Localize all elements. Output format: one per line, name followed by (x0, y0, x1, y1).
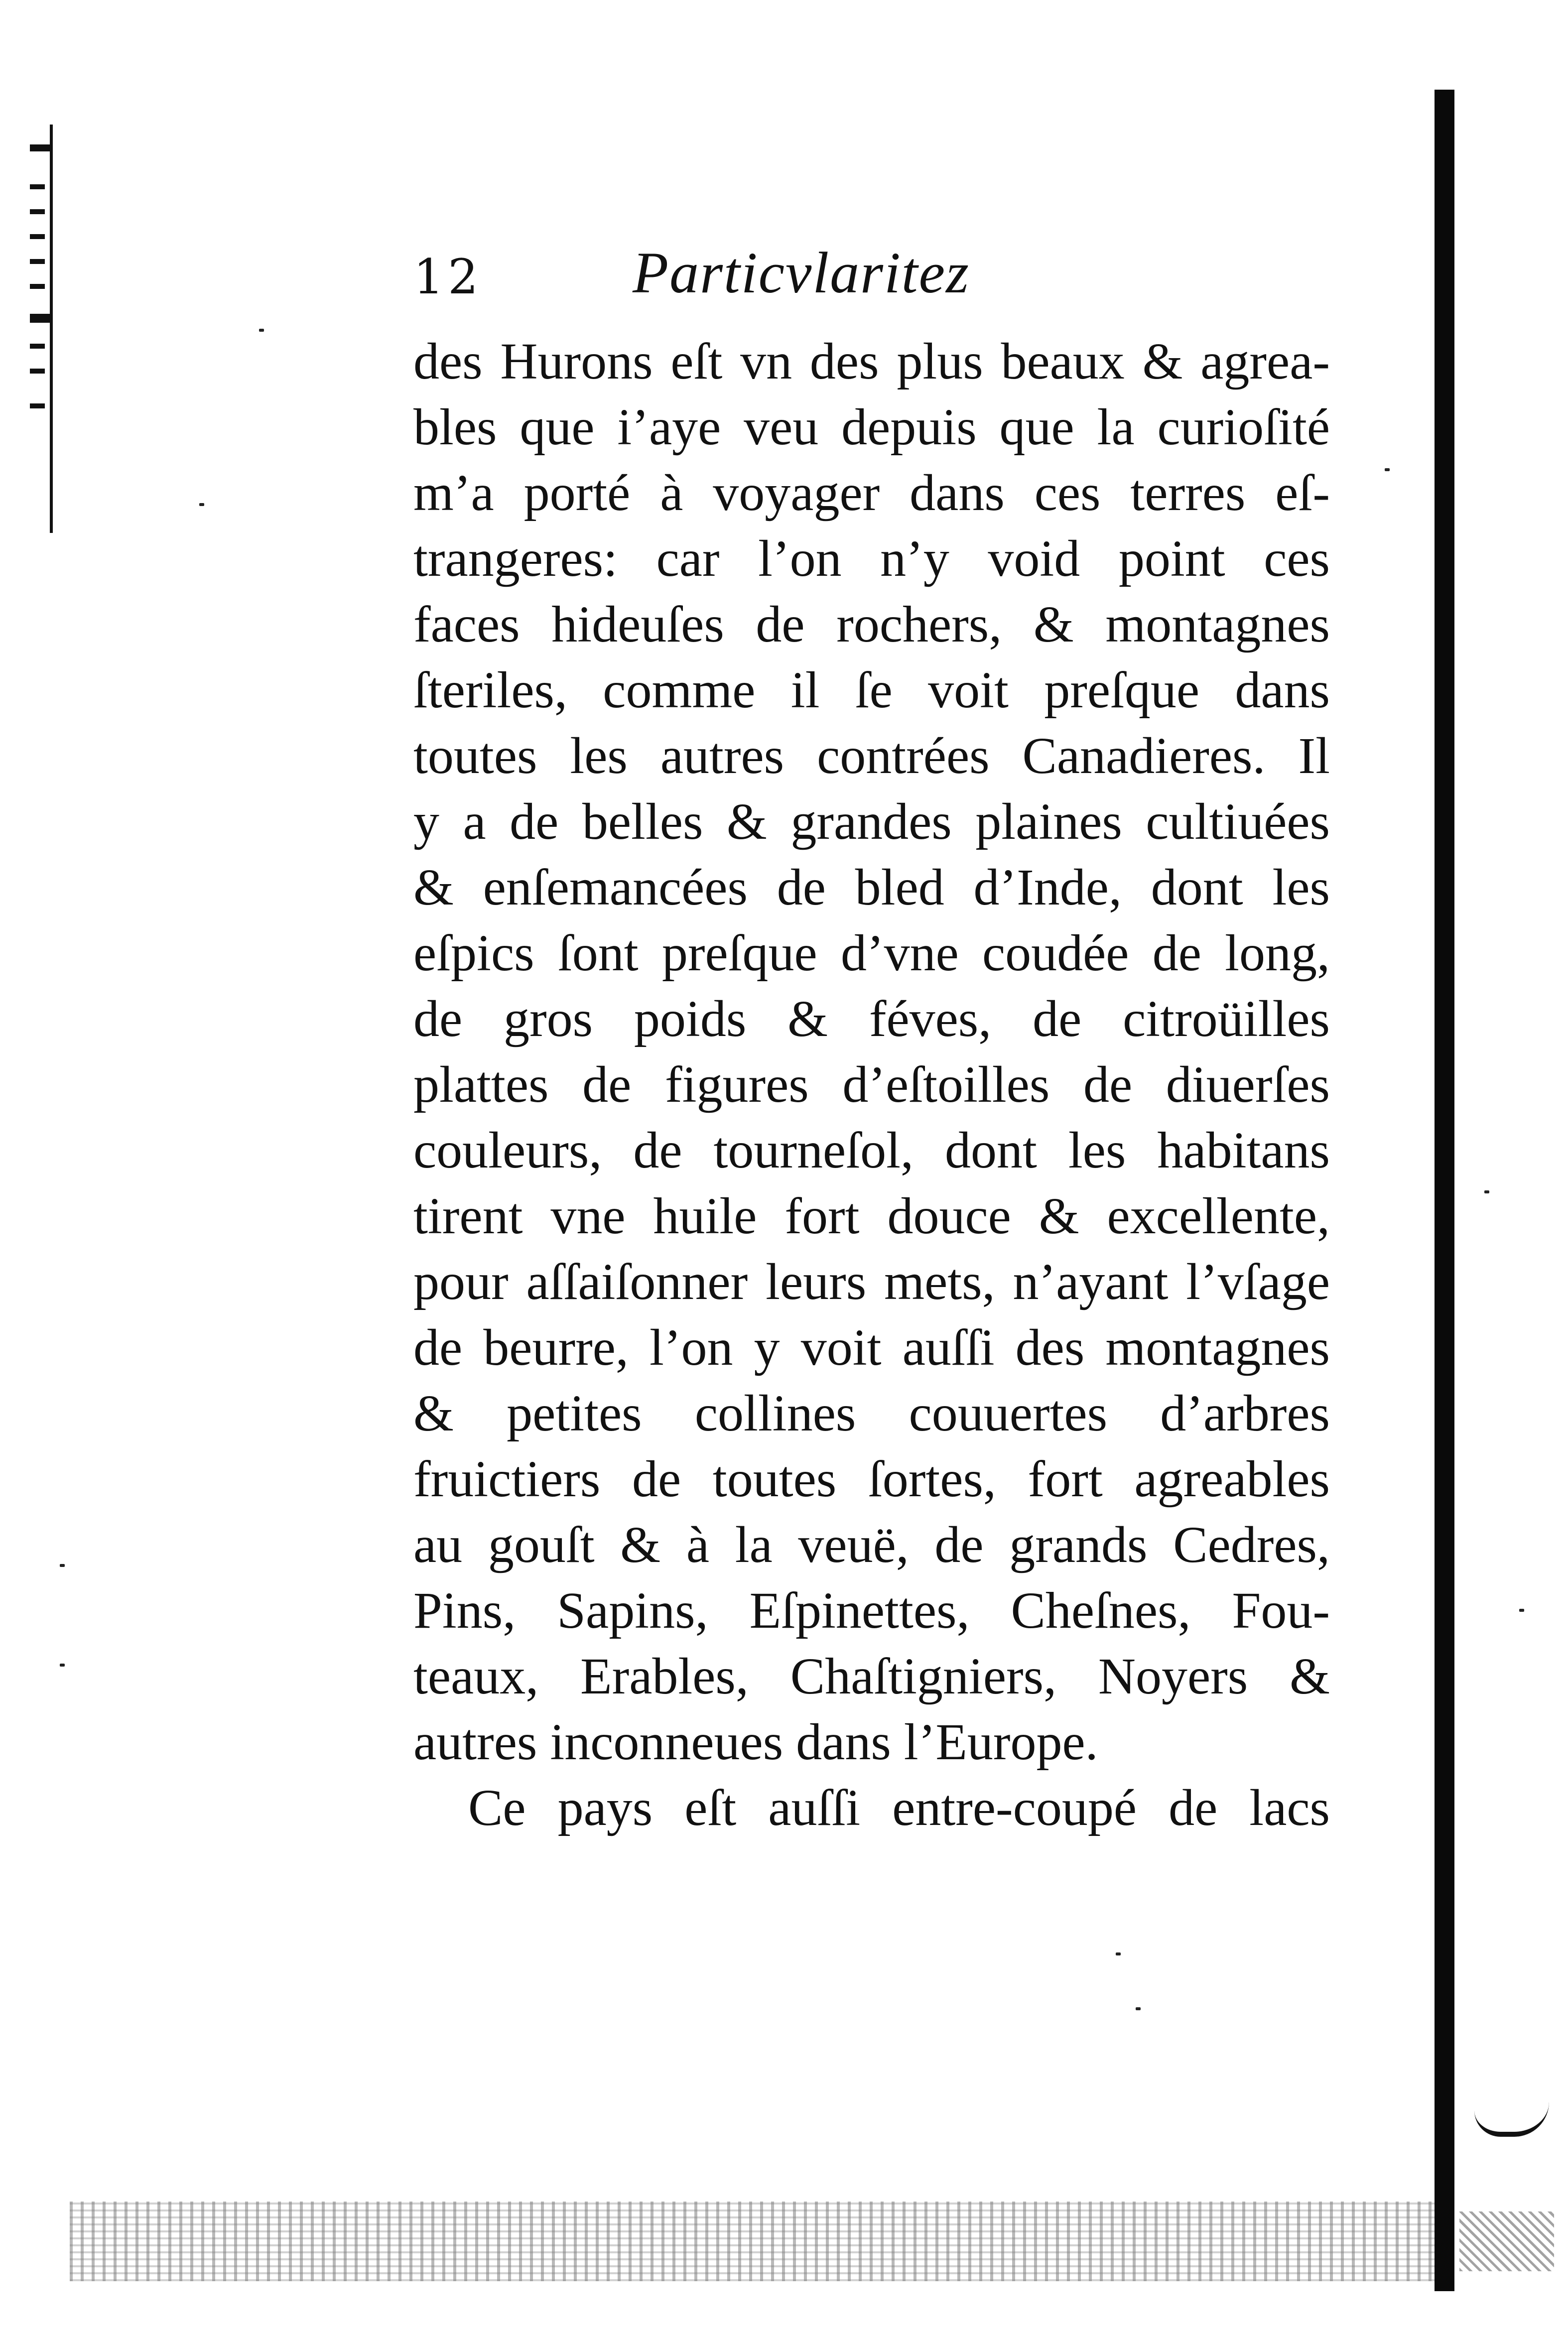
text-line: couleurs, de tourneſol, dont les habitans (413, 1122, 1330, 1179)
text-line: toutes les autres contrées Canadieres. Il (413, 727, 1330, 784)
text-line: faces hideuſes de rochers, & montagnes (413, 596, 1330, 653)
speck (1519, 1609, 1524, 1612)
text-line: tirent vne huile fort douce & excellente, (413, 1187, 1330, 1245)
text-line: bles que i’aye veu depuis que la curioſité (413, 398, 1330, 456)
body-text (413, 329, 1330, 1841)
text-line: de beurre, l’on y voit auſſi des montagnes (413, 1319, 1330, 1376)
page-header (413, 239, 1360, 319)
text-line: trangeres: car l’on n’y void point ces (413, 530, 1330, 587)
speck (60, 1664, 65, 1667)
text-line: m’a porté à voyager dans ces terres eſ- (413, 464, 1330, 521)
text-line: & enſemancées de bled d’Inde, dont les (413, 859, 1330, 916)
text-line: des Hurons eſt vn des plus beaux & agrea- (413, 333, 1330, 390)
text-line: teaux, Erables, Chaſtigniers, Noyers & (413, 1648, 1330, 1705)
text-line: y a de belles & grandes plaines cultiuées (413, 793, 1330, 850)
paragraph-start-line: Ce pays eſt auſſi entre-coupé de lacs (468, 1779, 1330, 1836)
scan-artifact-corner (1459, 2211, 1554, 2271)
text-line: fruictiers de toutes ſortes, fort agreables (413, 1450, 1330, 1508)
speck (1116, 1952, 1121, 1955)
text-line: & petites collines couuertes d’arbres (413, 1385, 1330, 1442)
text-line: au gouſt & à la veuë, de grands Cedres, (413, 1516, 1330, 1573)
speck (1484, 1190, 1489, 1193)
text-line: ſteriles, comme il ſe voit preſque dans (413, 661, 1330, 719)
text-line: plattes de figures d’eſtoilles de diuerſes (413, 1056, 1330, 1113)
page-edge-shadow (1435, 90, 1454, 2291)
speck (60, 1564, 65, 1567)
text-line: eſpics ſont preſque d’vne coudée de long, (413, 924, 1330, 982)
speck (259, 329, 264, 332)
scan-artifact-bottom (70, 2202, 1435, 2281)
text-line: pour aſſaiſonner leurs mets, n’ayant l’vſage (413, 1253, 1330, 1310)
text-line: autres inconneues dans l’Europe. (413, 1713, 1098, 1771)
running-title: Particvlaritez (633, 240, 970, 305)
text-line: Pins, Sapins, Eſpinettes, Cheſnes, Fou- (413, 1582, 1330, 1639)
speck (1385, 468, 1390, 471)
left-margin-rule (50, 125, 53, 533)
text-line: de gros poids & féves, de citroüilles (413, 990, 1330, 1047)
scan-artifact-curl (1474, 2102, 1549, 2137)
page-number: 12 (413, 249, 483, 305)
speck (199, 503, 204, 506)
speck (1136, 2007, 1141, 2010)
